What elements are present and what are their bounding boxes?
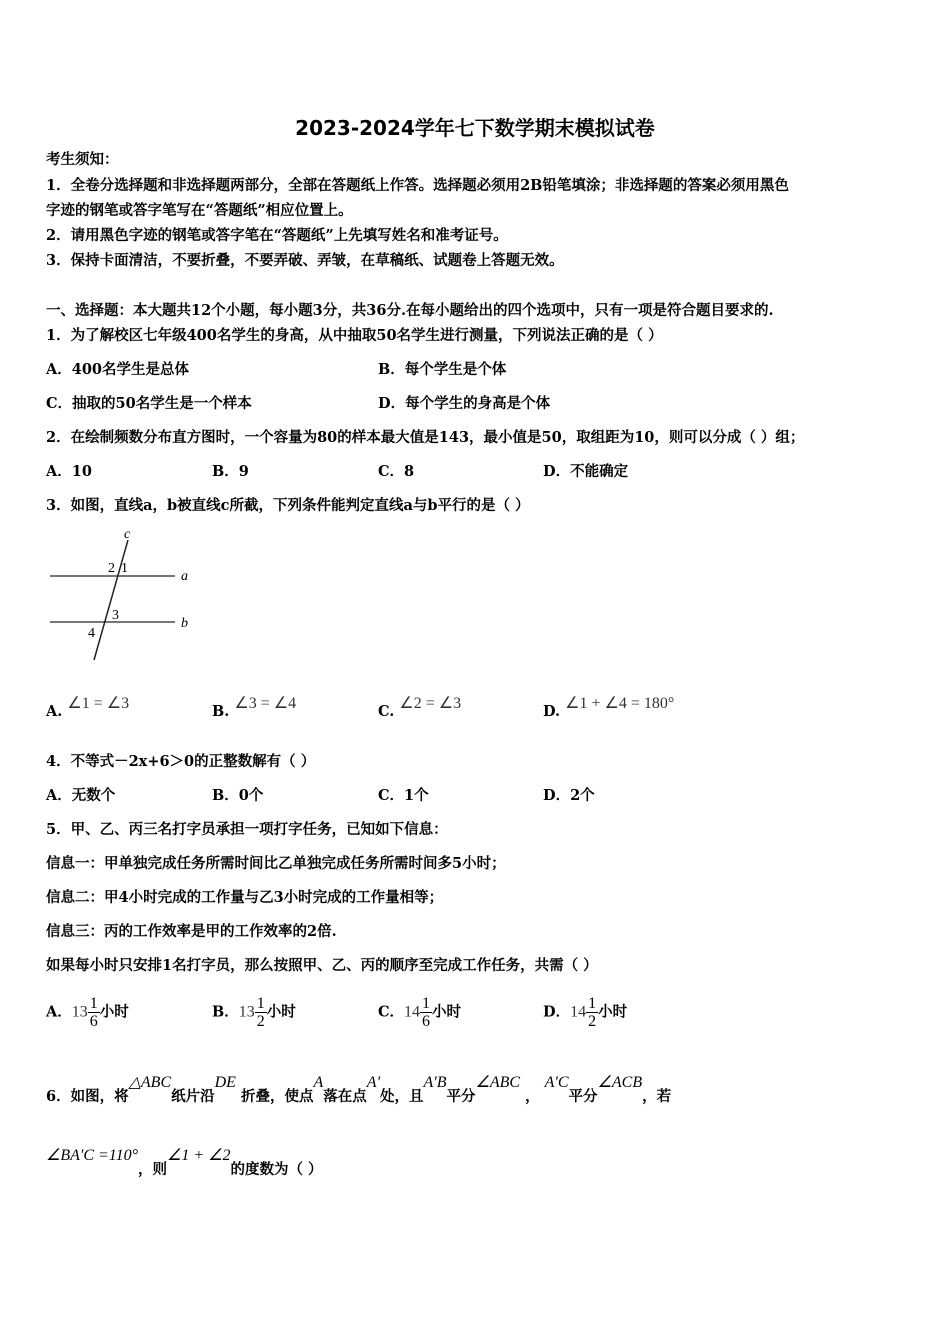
q3-option-b bbox=[212, 695, 297, 722]
q2-option-d: D．不能确定 bbox=[543, 463, 629, 480]
math: △ABC bbox=[128, 1074, 172, 1091]
denominator: 2 bbox=[256, 1013, 265, 1030]
question-5: 5．甲、乙、丙三名打字员承担一项打字任务，已知如下信息： bbox=[46, 821, 448, 838]
q5-info: 信息三：丙的工作效率是甲的工作效率的2倍. bbox=[46, 923, 337, 940]
math: A'B bbox=[423, 1074, 447, 1091]
numerator: 1 bbox=[422, 995, 431, 1012]
q4-option-a: A．无数个 bbox=[46, 787, 116, 804]
q5-option-b bbox=[212, 995, 296, 1030]
q2-option-c: C．8 bbox=[378, 463, 415, 480]
text: 的度数为（ ） bbox=[230, 1161, 323, 1178]
q4-option-c: C．1个 bbox=[378, 787, 429, 804]
option-letter: B． bbox=[212, 1003, 239, 1021]
q4-option-b: B．0个 bbox=[212, 787, 264, 804]
math: A' bbox=[366, 1074, 380, 1091]
math: A bbox=[313, 1074, 324, 1091]
question-1: 1．为了解校区七年级400名学生的身高，从中抽取50名学生进行测量，下列说法正确的是（ ） bbox=[46, 327, 663, 344]
denominator: 6 bbox=[422, 1013, 431, 1030]
whole: 13 bbox=[238, 1003, 255, 1021]
option-letter: D. bbox=[543, 703, 561, 720]
q2-option-a: A．10 bbox=[46, 463, 92, 480]
q4-option-d: D．2个 bbox=[543, 787, 595, 804]
text: 平分 bbox=[568, 1088, 598, 1105]
text: 处，且 bbox=[380, 1088, 424, 1105]
question-6 bbox=[46, 1074, 672, 1107]
denominator: 2 bbox=[588, 1013, 597, 1030]
q5-info: 信息二：甲4小时完成的工作量与乙3小时完成的工作量相等； bbox=[46, 889, 444, 906]
text: ， bbox=[525, 1088, 540, 1105]
q3-option-a bbox=[46, 695, 130, 722]
text: 落在点 bbox=[323, 1088, 367, 1105]
option-letter: B. bbox=[212, 703, 230, 720]
whole: 14 bbox=[404, 1003, 421, 1021]
question-4: 4．不等式－2x+6＞0的正整数解有（ ） bbox=[46, 753, 316, 770]
q5-option-c bbox=[378, 995, 461, 1030]
math: A'C bbox=[544, 1074, 569, 1091]
text: ，则 bbox=[138, 1161, 167, 1178]
unit: 小时 bbox=[266, 1003, 296, 1021]
notice-heading: 考生须知： bbox=[46, 151, 119, 168]
angle-2: 2 bbox=[108, 561, 115, 576]
unit: 小时 bbox=[598, 1003, 628, 1021]
math: ∠1 + ∠2 bbox=[167, 1147, 231, 1164]
option-letter: C． bbox=[378, 1003, 405, 1021]
math: ∠BA'C =110° bbox=[46, 1147, 138, 1164]
question-3: 3．如图，直线a，b被直线c所截，下列条件能判定直线a与b平行的是（ ） bbox=[46, 497, 530, 514]
label-a: a bbox=[181, 569, 188, 584]
option-letter: A． bbox=[46, 1003, 72, 1021]
q1-option-c: C．抽取的50名学生是一个样本 bbox=[46, 395, 252, 412]
q5-question: 如果每小时只安排1名打字员，那么按照甲、乙、丙的顺序至完成工作任务，共需（ ） bbox=[46, 957, 598, 974]
notice-item: 3．保持卡面清洁，不要折叠，不要弄破、弄皱，在草稿纸、试题卷上答题无效。 bbox=[46, 252, 564, 269]
label-b: b bbox=[181, 616, 188, 631]
label-c: c bbox=[124, 527, 131, 542]
q1-option-d: D．每个学生的身高是个体 bbox=[378, 395, 551, 412]
notice-item: 1．全卷分选择题和非选择题两部分，全部在答题纸上作答。选择题必须用2B铅笔填涂；非选择题的答案必须用黑色 bbox=[46, 177, 789, 194]
numerator: 1 bbox=[89, 995, 98, 1012]
q5-option-a bbox=[46, 995, 129, 1030]
angle-3: 3 bbox=[112, 608, 119, 623]
q2-option-b: B．9 bbox=[212, 463, 249, 480]
option-math: ∠1 = ∠3 bbox=[67, 695, 130, 712]
option-letter: A. bbox=[46, 703, 63, 720]
angle-4: 4 bbox=[88, 626, 95, 641]
denominator: 6 bbox=[89, 1013, 98, 1030]
q5-info: 信息一：甲单独完成任务所需时间比乙单独完成任务所需时间多5小时； bbox=[46, 855, 506, 872]
option-math: ∠1 + ∠4 = 180° bbox=[565, 695, 675, 712]
angle-1: 1 bbox=[121, 561, 128, 576]
notice-item: 字迹的钢笔或答字笔写在“答题纸”相应位置上。 bbox=[46, 202, 353, 219]
text: 平分 bbox=[446, 1088, 476, 1105]
math: ∠ABC bbox=[475, 1074, 521, 1091]
text: ，若 bbox=[642, 1088, 672, 1105]
option-math: ∠3 = ∠4 bbox=[234, 695, 297, 712]
unit: 小时 bbox=[432, 1003, 462, 1021]
q3-option-c bbox=[378, 695, 462, 722]
parallel-lines-figure bbox=[40, 520, 210, 670]
option-math: ∠2 = ∠3 bbox=[399, 695, 462, 712]
option-letter: C. bbox=[378, 703, 395, 720]
section-heading: 一、选择题：本大题共12个小题，每小题3分，共36分.在每小题给出的四个选项中，只有一项是符合题目要求的. bbox=[46, 302, 774, 319]
text: 折叠，使点 bbox=[241, 1088, 314, 1105]
math: DE bbox=[214, 1074, 236, 1091]
question-6-line2 bbox=[46, 1147, 323, 1180]
question-2: 2．在绘制频数分布直方图时，一个容量为80的样本最大值是143，最小值是50，取组距为10，则可以分成（ ）组； bbox=[46, 429, 805, 446]
numerator: 1 bbox=[256, 995, 265, 1012]
q1-option-b: B．每个学生是个体 bbox=[378, 361, 507, 378]
whole: 13 bbox=[71, 1003, 88, 1021]
text: 纸片沿 bbox=[171, 1088, 215, 1105]
text: 6．如图，将 bbox=[46, 1088, 129, 1105]
q3-option-d bbox=[543, 695, 675, 722]
unit: 小时 bbox=[99, 1003, 129, 1021]
option-letter: D． bbox=[543, 1003, 571, 1021]
q1-option-a: A．400名学生是总体 bbox=[46, 361, 190, 378]
page-title: 2023-2024学年七下数学期末模拟试卷 bbox=[295, 116, 655, 140]
notice-item: 2．请用黑色字迹的钢笔或答字笔在“答题纸”上先填写姓名和准考证号。 bbox=[46, 227, 508, 244]
numerator: 1 bbox=[588, 995, 597, 1012]
whole: 14 bbox=[570, 1003, 587, 1021]
q5-option-d bbox=[543, 995, 627, 1030]
math: ∠ACB bbox=[597, 1074, 643, 1091]
